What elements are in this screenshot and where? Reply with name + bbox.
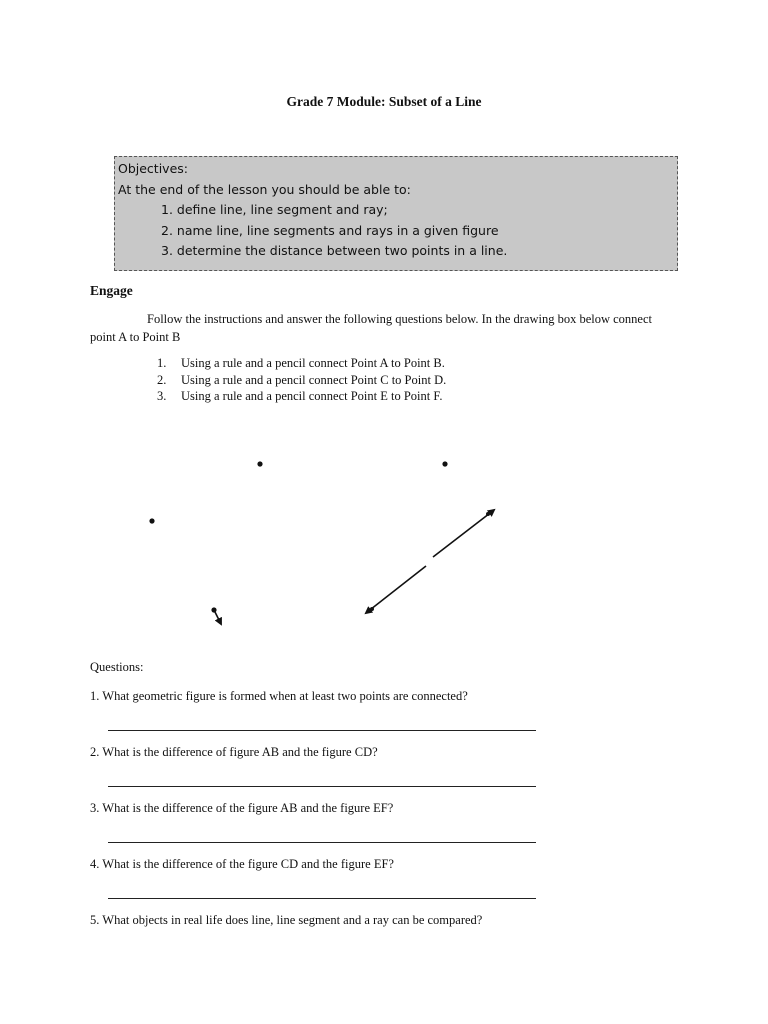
objectives-box [114,156,678,271]
ray-segment [214,610,221,624]
step-number: 1. [157,356,167,370]
question-item: 5. What objects in real life does line, line segment and a ray can be compared? [90,913,483,927]
answer-line[interactable] [108,842,536,843]
objectives-intro: At the end of the lesson you should be able to: [118,181,411,197]
point-dot [486,512,490,516]
double-arrow-line-upper [433,510,494,557]
objectives-heading: Objectives: [118,161,188,176]
step-text: Using a rule and a pencil connect Point A to Point B. [181,356,445,370]
question-item: 4. What is the difference of the figure CD and the figure EF? [90,857,394,871]
step-number: 2. [157,372,167,387]
instruction-steps [157,355,446,405]
page-title: Grade 7 Module: Subset of a Line [286,94,482,109]
double-arrow-line-lower [366,566,426,613]
question-item: 1. What geometric figure is formed when at least two points are connected? [90,689,468,703]
question-item: 3. What is the difference of the figure AB and the figure EF? [90,801,394,815]
objective-item: 3. determine the distance between two points in a line. [161,243,508,258]
instruction-step [157,355,446,372]
objective-item: 1. define line, line segment and ray; [161,202,388,217]
questions-heading: Questions: [90,660,144,674]
answer-line[interactable] [108,786,536,787]
answer-line[interactable] [108,898,536,899]
step-text: Using a rule and a pencil connect Point C to Point D. [181,372,447,387]
instruction-step [157,372,446,389]
engage-heading: Engage [90,283,133,298]
objective-item: 2. name line, line segments and rays in a given figure [161,222,499,238]
instruction-step [157,388,446,405]
question-item: 2. What is the difference of figure AB and the figure CD? [90,745,378,759]
drawing-box [0,430,768,640]
point-dot [370,607,374,611]
engage-instructions: Follow the instructions and answer the following questions below. In the drawing box below connect point A to Point B [90,312,652,344]
answer-line[interactable] [108,730,536,731]
step-number: 3. [157,389,167,403]
point-dot [149,518,154,523]
point-dot [257,461,262,466]
step-text: Using a rule and a pencil connect Point E to Point F. [181,389,443,403]
point-dot [442,461,447,466]
